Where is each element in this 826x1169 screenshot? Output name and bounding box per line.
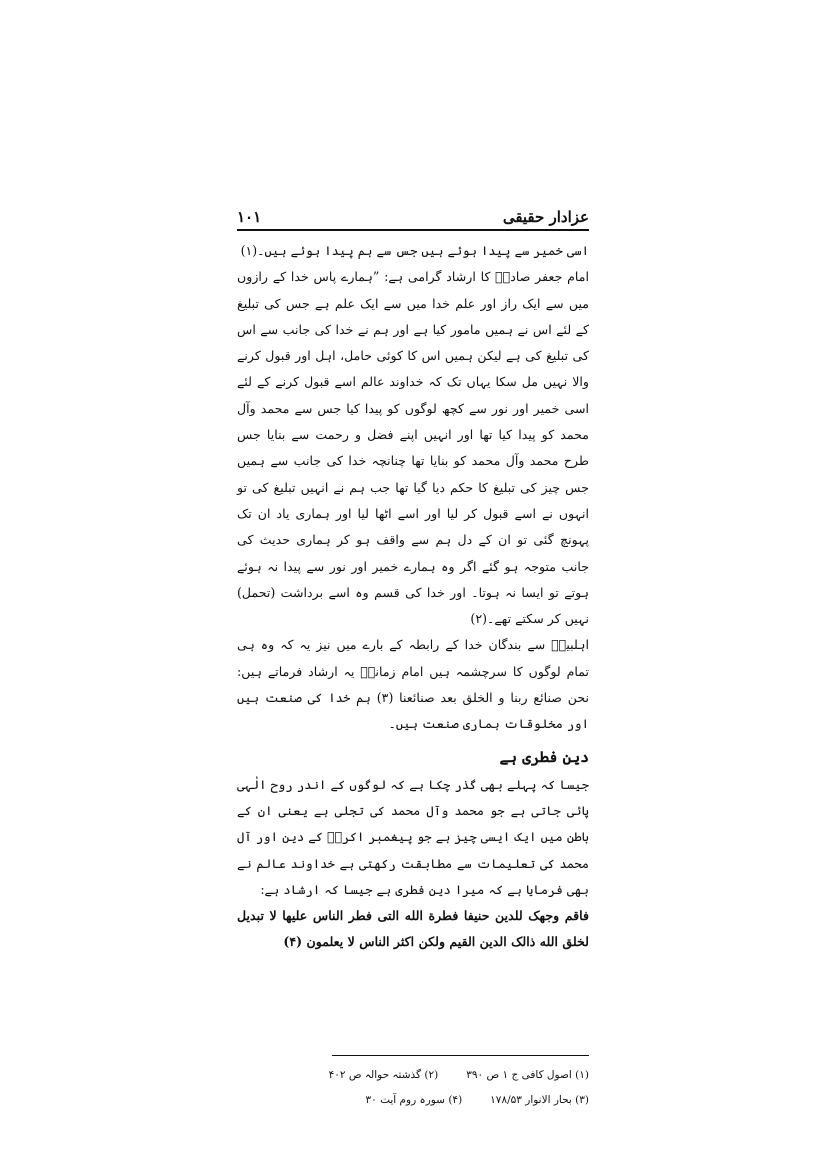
footnote-rule xyxy=(332,1055,589,1056)
book-title: عزادار حقیقی xyxy=(502,208,589,226)
page-number: ۱۰۱ xyxy=(237,208,262,226)
paragraph: جیسا کہ پہلے بھی گذر چکا ہے کہ لوگوں کے اندر روح الٰہی پائی جاتی ہے جو محمد وآل محمد کی تجلی ہے یعنی ان کے باطن میں ایک ایسی چیز ہے جو پیغمبر اکرمؐ کے دین اور آل محمد کی تعلیمات سے مطابقت رکھتی ہے خداوند عالم نے بھی فرمایا ہے کہ میرا دین فطری ہے جیسا کہ ارشاد ہے: xyxy=(237,776,589,897)
paragraph: امام جعفر صادقؑ کا ارشاد گرامی ہے: ”ہمارے پاس خدا کے رازوں میں سے ایک راز اور علم خدا میں سے ایک علم ہے جس کی تبلیغ کے لئے اس نے ہمیں مامور کیا ہے اور ہم نے خدا کی جانب سے اس کی تبلیغ کی ہے لیکن ہمیں اس کا کوئی حامل، اہل اور قبول کرنے والا نہیں مل سکا یہاں تک کہ خداوند عالم اسے قبول کرنے کے لئے اسی خمیر اور نور سے کچھ لوگوں کو پیدا کیا جس سے محمد وآل محمد کو پیدا کیا تھا اور انہیں اپنے فضل و رحمت سے بنایا جس طرح محمد وآل محمد کو بنایا تھا چنانچہ خدا کی جانب سے ہمیں جس چیز کی تبلیغ کا حکم دیا گیا تھا جب ہم نے انہیں تبلیغ کی تو انہوں نے اسے قبول کر لیا اور اسے اٹھا لیا اور ہماری یاد ان تک پہونچ گئی تو ان کے دل ہم سے واقف ہو کر ہماری حدیث کی جانب متوجہ ہو گئے اگر وہ ہمارے خمیر اور نور سے پیدا نہ ہوئے ہوتے تو ایسا نہ ہوتا۔ اور خدا کی قسم وہ اسے برداشت (تحمل) نہیں کر سکتے تھے۔(۲) xyxy=(237,269,589,627)
page-body xyxy=(237,238,589,956)
footnote-row xyxy=(300,1088,589,1113)
paragraph: اسی خمیر سے پیدا ہوئے ہیں جس سے ہم پیدا ہوئے ہیں۔(۱) xyxy=(240,243,589,258)
footnote-4: (۴) سورہ روم آیت ۳۰ xyxy=(365,1094,463,1106)
footnote-3: (۳) بحار الانوار ۱۷۸/۵۳ xyxy=(490,1094,589,1106)
footnote-1: (۱) اصول کافی ج ۱ ص ۳۹۰ xyxy=(466,1069,589,1081)
footnote-row xyxy=(300,1063,589,1088)
paragraph: اہلبیتؑ سے بندگان خدا کے رابطہ کے بارے میں نیز یہ کہ وہ ہی تمام لوگوں کا سرچشمہ ہیں امام زمانہؑ یہ ارشاد فرماتے ہیں: نحن صنائع ربنا و الخلق بعد صنائعنا (۳) ہم خدا کی صنعت ہیں اور مخلوقات ہماری صنعت ہیں۔ xyxy=(237,637,589,732)
footnote-2: (۲) گذشتہ حوالہ ص ۴۰۲ xyxy=(328,1069,439,1081)
page-header xyxy=(237,204,589,226)
section-heading: دین فطری ہے xyxy=(499,747,589,766)
header-rule xyxy=(237,229,589,231)
quran-verse: فاقم وجهک للدین حنیفا فطرة الله التی فطر الناس علیها لا تبدیل لخلق الله ذالک الدین القیم ولکن اکثر الناس لا یعلمون (۴) xyxy=(237,908,589,950)
footnotes xyxy=(300,1063,589,1113)
